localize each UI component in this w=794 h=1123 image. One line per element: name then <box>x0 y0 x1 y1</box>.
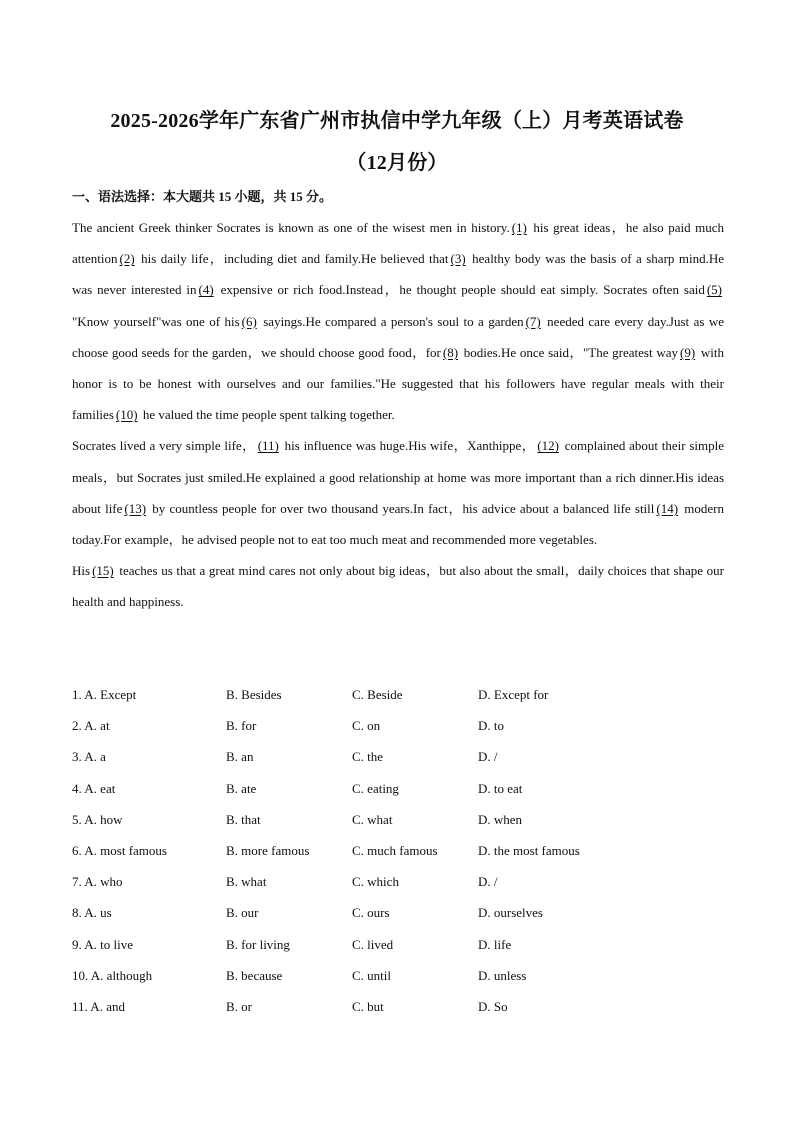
option-d: D. / <box>478 749 498 765</box>
option-row-8 <box>72 897 724 928</box>
option-b: B. that <box>226 811 261 827</box>
passage-text: expensive or rich food.Instead，he thought people should eat simply. Socrates often said <box>215 282 705 298</box>
passage-paragraph-2 <box>72 430 724 555</box>
option-a: 5. A. how <box>72 811 123 827</box>
blank-4: (4) <box>198 282 214 298</box>
blank-12: (12) <box>537 438 559 454</box>
blank-5: (5) <box>706 282 722 298</box>
blank-2: (2) <box>119 251 135 267</box>
blank-6: (6) <box>241 313 257 329</box>
blank-11: (11) <box>257 438 279 454</box>
option-b: B. because <box>226 967 283 983</box>
option-d: D. ourselves <box>478 905 543 921</box>
option-a: 10. A. although <box>72 967 153 983</box>
option-b: B. Besides <box>226 687 282 702</box>
option-b: B. an <box>226 749 254 765</box>
option-c: C. eating <box>352 780 399 796</box>
option-a: 3. A. a <box>72 749 106 765</box>
option-row-4 <box>72 773 724 804</box>
option-a: 11. A. and <box>72 998 125 1014</box>
option-d: D. Except for <box>478 687 549 702</box>
passage-text: sayings.He compared a person's soul to a garden <box>258 313 524 329</box>
option-c: C. much famous <box>352 842 438 858</box>
option-row-3 <box>72 741 724 772</box>
passage-text: with honor is to be honest with ourselves and our families."He suggested that his followers have regular meals with their families <box>72 344 724 423</box>
option-b: B. more famous <box>226 842 310 858</box>
option-c: C. which <box>352 874 399 890</box>
option-row-1 <box>72 679 724 710</box>
option-row-5 <box>72 804 724 835</box>
option-c: C. ours <box>352 905 390 921</box>
option-c: C. what <box>352 811 393 827</box>
reading-passage <box>72 212 724 618</box>
passage-text: his daily life，including diet and family.He believed that <box>136 251 449 267</box>
answer-options <box>72 679 724 1022</box>
blank-3: (3) <box>450 251 466 267</box>
exam-subtitle: （12月份） <box>346 152 448 174</box>
option-c: C. the <box>352 749 384 765</box>
option-c: C. Beside <box>352 687 403 702</box>
option-c: C. until <box>352 967 392 983</box>
blank-1: (1) <box>511 220 527 235</box>
passage-text: his great ideas，he also paid much attention <box>72 220 724 267</box>
option-d: D. the most famous <box>478 842 580 858</box>
section-heading: 一、语法选择：本大题共 15 小题，共 15 分。 <box>72 189 333 204</box>
option-row-11 <box>72 991 724 1022</box>
passage-text: he valued the time people spent talking together. <box>139 407 395 423</box>
option-row-9 <box>72 929 724 960</box>
option-a: 6. A. most famous <box>72 842 167 858</box>
passage-text: by countless people for over two thousand years.In fact，his advice about a balanced life still <box>148 500 655 516</box>
option-c: C. on <box>352 718 381 734</box>
option-a: 1. A. Except <box>72 687 137 702</box>
passage-text: complained about their simple meals，but Socrates just smiled.He explained a good relationship at home was more important than a rich dinner.His ideas about life <box>72 438 725 516</box>
passage-text: "Know yourself"was one of his <box>72 313 240 329</box>
option-d: D. to <box>478 718 504 734</box>
option-b: B. for living <box>226 936 290 952</box>
option-row-2 <box>72 710 724 741</box>
blank-8: (8) <box>442 344 459 360</box>
passage-text: modern today.For example，he advised people not to eat too much meat and recommended more vegetables. <box>72 500 724 548</box>
blank-9: (9) <box>679 344 696 360</box>
passage-paragraph-3 <box>72 555 724 617</box>
passage-text: his influence was huge.His wife，Xanthippe， <box>280 438 536 454</box>
passage-text: teaches us that a great mind cares not only about big ideas，but also about the small，daily choices that shape our health and happiness. <box>72 563 724 610</box>
option-d: D. So <box>478 998 508 1014</box>
passage-text: The ancient Greek thinker Socrates is known as one of the wisest men in history. <box>72 220 510 235</box>
blank-15: (15) <box>92 563 114 579</box>
passage-text: needed care every day.Just as we choose good seeds for the garden，we should choose good food，for <box>72 313 724 360</box>
blank-7: (7) <box>525 313 541 329</box>
option-row-10 <box>72 960 724 991</box>
passage-text: Socrates lived a very simple life， <box>72 438 256 454</box>
blank-10: (10) <box>115 407 138 423</box>
option-row-6 <box>72 835 724 866</box>
option-a: 4. A. eat <box>72 780 116 796</box>
option-d: D. life <box>478 936 512 952</box>
passage-text: healthy body was the basis of a sharp mind.He was never interested in <box>72 251 724 298</box>
option-c: C. lived <box>352 936 394 952</box>
option-b: B. for <box>226 718 257 734</box>
option-b: B. ate <box>226 780 257 796</box>
option-a: 8. A. us <box>72 905 112 921</box>
option-a: 2. A. at <box>72 718 110 734</box>
option-d: D. when <box>478 811 523 827</box>
exam-title: 2025-2026学年广东省广州市执信中学九年级（上）月考英语试卷 <box>110 110 684 132</box>
passage-text: bodies.He once said，"The greatest way <box>460 344 678 360</box>
option-a: 7. A. who <box>72 874 123 890</box>
option-a: 9. A. to live <box>72 936 134 952</box>
blank-14: (14) <box>656 500 679 516</box>
option-row-7 <box>72 866 724 897</box>
option-c: C. but <box>352 998 384 1014</box>
option-d: D. unless <box>478 967 527 983</box>
option-d: D. / <box>478 874 498 890</box>
option-b: B. what <box>226 874 267 890</box>
option-b: B. our <box>226 905 259 921</box>
blank-13: (13) <box>124 500 147 516</box>
passage-paragraph-1 <box>72 212 724 430</box>
passage-text: His <box>72 563 91 579</box>
option-b: B. or <box>226 998 252 1014</box>
option-d: D. to eat <box>478 780 523 796</box>
